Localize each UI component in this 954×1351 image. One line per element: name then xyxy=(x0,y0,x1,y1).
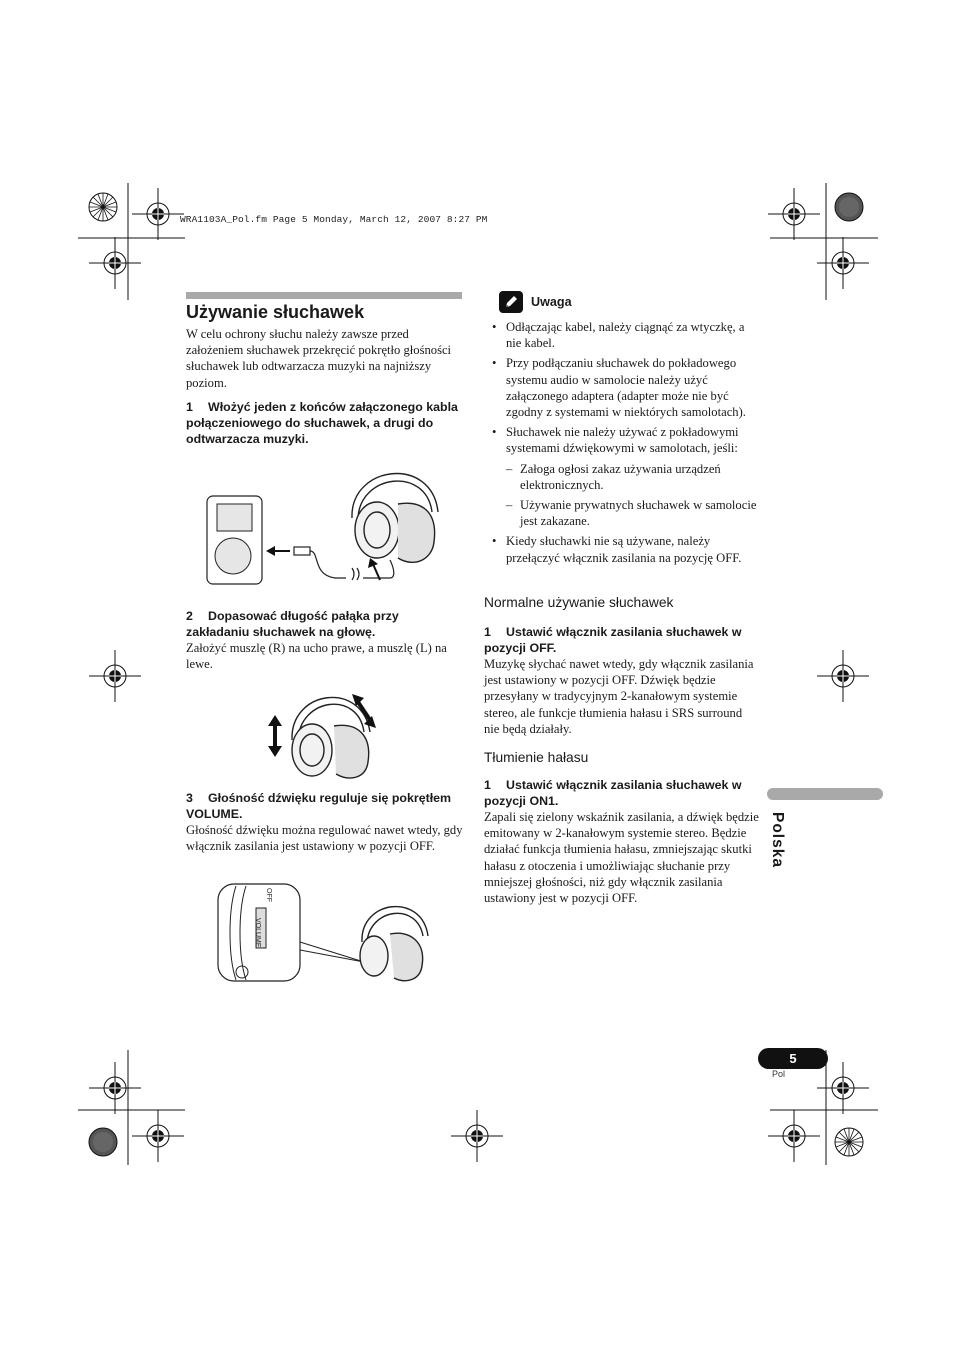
note-subitem: – Załoga ogłosi zakaz używania urządzeń elektronicznych. xyxy=(506,461,760,493)
volume-dial-illustration xyxy=(214,880,434,990)
step-text: Dopasować długość pałąka przy zakładaniu słuchawek na głowę. xyxy=(186,609,399,640)
note-item: • Słuchawek nie należy używać z pokładowymi systemami dźwiękowymi w samolotach, jeśli: – Załoga ogłosi zakaz używania urządzeń elektronicznych. – Używanie prywatnych słuchawek w samolocie jest zakazane. xyxy=(484,424,760,529)
note-subitem: – Używanie prywatnych słuchawek w samolocie jest zakazane. xyxy=(506,497,760,529)
subsection-title-noise: Tłumienie hałasu xyxy=(484,750,589,765)
section-title-bar xyxy=(186,292,462,299)
step-text: Włożyć jeden z końców załączonego kabla połączeniowego do słuchawek, a drugi do odtwarzacza muzyki. xyxy=(186,400,458,447)
step-2-body: Założyć muszlę (R) na ucho prawe, a muszlę (L) na lewe. xyxy=(186,641,447,672)
note-label: Uwaga xyxy=(531,295,572,309)
noise-step-heading xyxy=(484,777,760,809)
headphones-illustration xyxy=(352,474,438,563)
page-language-code: Pol xyxy=(772,1069,786,1079)
music-player-illustration xyxy=(207,496,262,584)
step-number: 1 xyxy=(484,778,491,792)
page-number: 5 xyxy=(758,1048,828,1069)
pencil-icon xyxy=(503,294,519,310)
language-tab xyxy=(760,812,800,872)
step-text: Ustawić włącznik zasilania słuchawek w pozycji ON1. xyxy=(484,778,742,809)
step-text: Ustawić włącznik zasilania słuchawek w pozycji OFF. xyxy=(484,625,742,656)
noise-body: Zapali się zielony wskaźnik zasilania, a dźwięk będzie emitowany w 2-kanałowym systemie stereo. Będzie działać funkcja tłumienia hałasu, zmniejszając skutki hałasu z otoczenia i umożliwiając słuchanie przy mniejszej głośności, niż gdy włącznik zasilania ustawiony jest w pozycji OFF. xyxy=(484,810,759,906)
print-header: WRA1103A_Pol.fm Page 5 Monday, March 12, 2007 8:27 PM xyxy=(180,214,488,225)
subsection-title-normal: Normalne używanie słuchawek xyxy=(484,595,674,610)
note-item: • Przy podłączaniu słuchawek do pokładowego systemu audio w samolocie należy użyć załączonego adaptera (adapter może nie być zgodny z systemami w niektórych samolotach). xyxy=(484,355,760,420)
figure-connect-player xyxy=(200,460,450,590)
double-arrow-diagonal-icon xyxy=(352,694,376,728)
note-pencil-icon xyxy=(499,291,523,313)
note-header xyxy=(499,291,572,313)
step-number: 2 xyxy=(186,609,193,623)
note-sublist xyxy=(506,461,760,530)
normal-body: Muzykę słychać nawet wtedy, gdy włącznik zasilania jest ustawiony w pozycji OFF. Dźwięk będzie przesyłany w tradycyjnym 2-kanałowym systemie stereo, ale funkcje tłumienia hałasu i SRS surround nie będą działały. xyxy=(484,657,754,736)
note-list xyxy=(484,319,760,570)
figure-headband-adjust xyxy=(262,682,392,782)
step-number: 1 xyxy=(186,400,193,414)
volume-label: VOLUME xyxy=(254,918,261,948)
step-3-heading xyxy=(186,790,464,822)
note-item: • Odłączając kabel, należy ciągnąć za wtyczkę, a nie kabel. xyxy=(484,319,760,351)
step-number: 1 xyxy=(484,625,491,639)
off-label: OFF xyxy=(265,888,272,902)
section-title: Używanie słuchawek xyxy=(186,302,365,322)
normal-step-heading xyxy=(484,624,760,656)
headphones-illustration xyxy=(292,697,370,778)
language-label: Polska xyxy=(769,812,786,868)
arrow-up-icon xyxy=(368,558,380,580)
language-tab-bar xyxy=(767,788,883,800)
figure-volume-dial xyxy=(214,880,434,990)
intro-paragraph: W celu ochrony słuchu należy zawsze przed założeniem słuchawek przekręcić pokrętło głośności słuchawek lub odtwarzacza muzyki na najniższy poziom. xyxy=(186,327,452,390)
arrow-left-icon xyxy=(266,546,290,556)
step-text: Głośność dźwięku reguluje się pokrętłem VOLUME. xyxy=(186,791,452,822)
step-1-heading xyxy=(186,399,464,448)
step-number: 3 xyxy=(186,791,193,805)
double-arrow-vertical-icon xyxy=(268,715,282,757)
step-2-heading xyxy=(186,608,464,640)
note-item: • Kiedy słuchawki nie są używane, należy przełączyć włącznik zasilania na pozycję OFF. xyxy=(484,533,760,565)
step-3-body: Głośność dźwięku można regulować nawet wtedy, gdy włącznik zasilania jest ustawiony w pozycji OFF. xyxy=(186,823,463,854)
